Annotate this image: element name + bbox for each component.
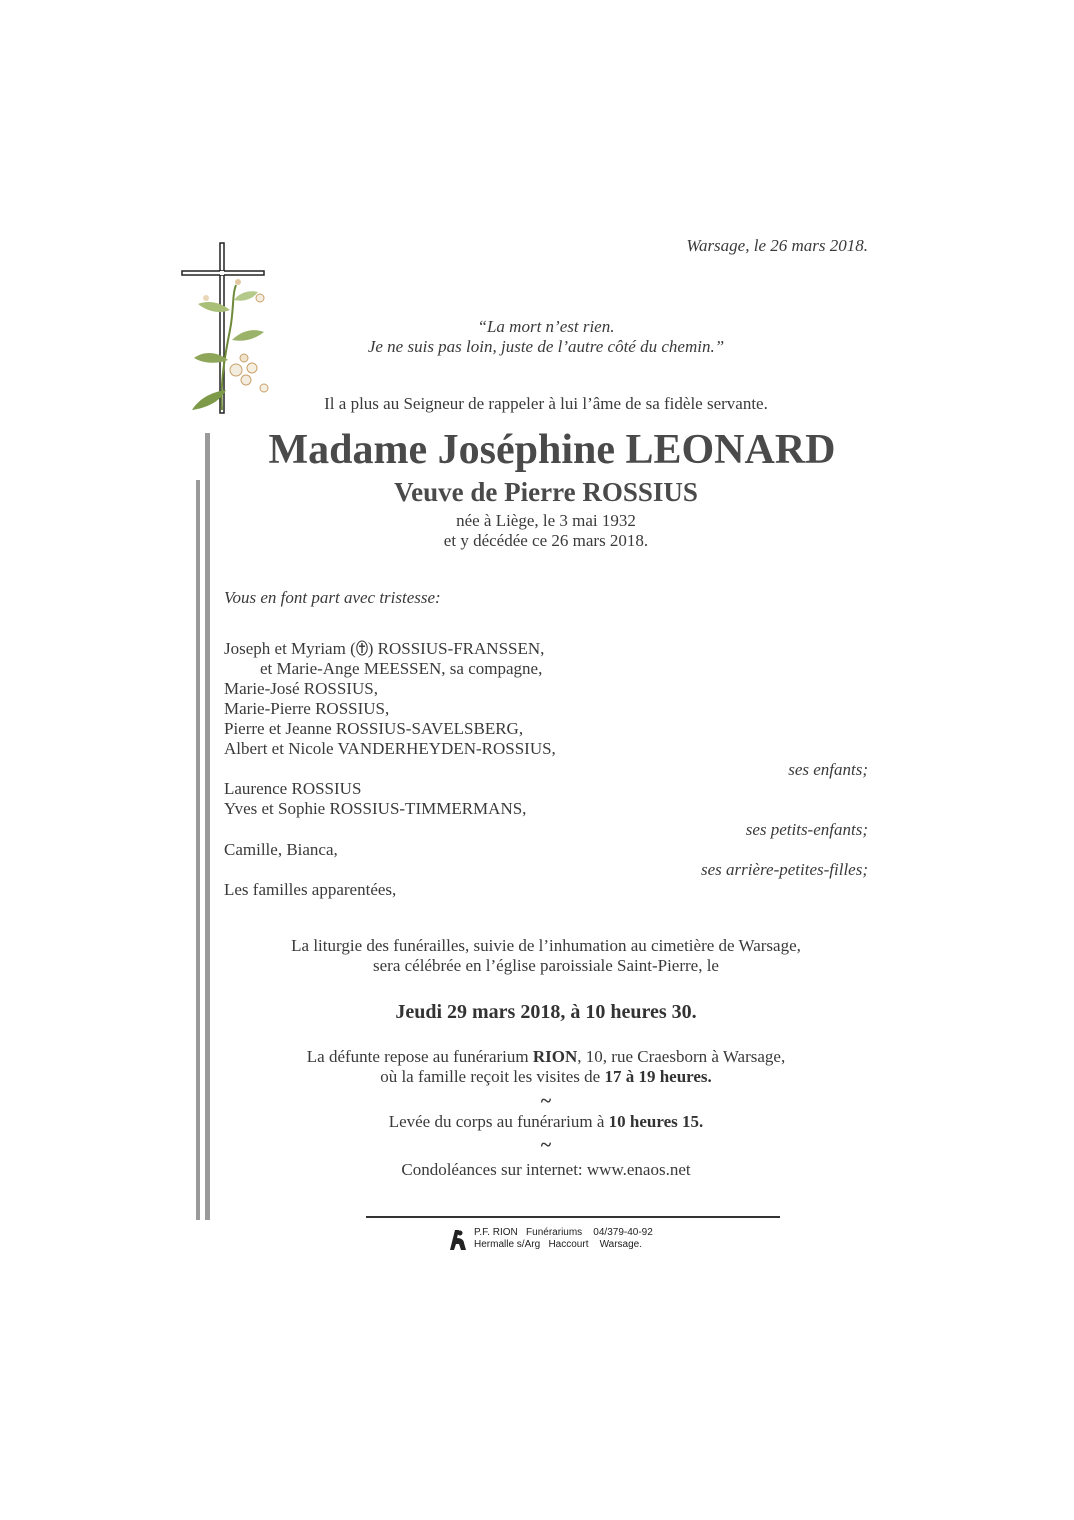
- cross-flower-icon: [180, 240, 290, 415]
- footer-rule: [366, 1216, 780, 1218]
- intro-text: Il a plus au Seigneur de rappeler à lui l’âme de sa fidèle servante.: [324, 394, 768, 413]
- children-line-3: Marie-José ROSSIUS,: [224, 679, 378, 698]
- deceased-name: Madame Joséphine LEONARD: [268, 427, 836, 473]
- family-intro: Vous en font part avec tristesse:: [224, 588, 441, 607]
- children-line-1-end: ) ROSSIUS-FRANSSEN,: [367, 639, 545, 658]
- visit-hours: 17 à 19 heures.: [604, 1067, 712, 1086]
- visits-line-2: [246, 1067, 846, 1087]
- visits-line-1-end: , 10, rue Craesborn à Warsage,: [577, 1047, 786, 1066]
- relatives-line: Les familles apparentées,: [224, 880, 397, 899]
- visits-line-1: [246, 1047, 846, 1067]
- footer-line-2: Hermalle s/Arg Haccourt Warsage.: [474, 1239, 643, 1250]
- decorative-bar: [205, 433, 210, 1220]
- visits-line-2-start: où la famille reçoit les visites de: [380, 1067, 605, 1086]
- deceased-spouse: Veuve de Pierre ROSSIUS: [394, 477, 698, 507]
- quote-line-1: “La mort n’est rien.: [477, 317, 615, 336]
- decorative-bar: [196, 480, 200, 1220]
- grandchildren-line-2: Yves et Sophie ROSSIUS-TIMMERMANS,: [224, 799, 527, 818]
- children-line-1-start: Joseph et Myriam (: [224, 639, 356, 658]
- ceremony-date: Jeudi 29 mars 2018, à 10 heures 30.: [395, 1001, 697, 1023]
- death-line: et y décédée ce 26 mars 2018.: [443, 531, 649, 550]
- children-line-6: Albert et Nicole VANDERHEYDEN-ROSSIUS,: [224, 739, 556, 758]
- levee-line: [246, 1112, 846, 1132]
- grandchildren-label: ses petits-enfants;: [745, 820, 868, 839]
- children-line-4: Marie-Pierre ROSSIUS,: [224, 699, 390, 718]
- children-line-2: et Marie-Ange MEESSEN, sa compagne,: [260, 659, 543, 678]
- small-cross-icon: [356, 640, 368, 661]
- date-line: Warsage, le 26 mars 2018.: [686, 236, 868, 255]
- condolences-line: Condoléances sur internet: www.enaos.net: [401, 1160, 691, 1179]
- great-grandchildren-line: Camille, Bianca,: [224, 840, 338, 859]
- birth-line: née à Liège, le 3 mai 1932: [456, 511, 636, 530]
- visits-line-1-start: La défunte repose au funérarium: [306, 1047, 533, 1066]
- children-label: ses enfants;: [788, 760, 868, 779]
- footer-line-1: P.F. RION Funérariums 04/379-40-92: [474, 1227, 653, 1238]
- levee-text: Levée du corps au funérarium à: [388, 1112, 609, 1131]
- funeral-home-logo-icon: [446, 1226, 468, 1252]
- ceremony-line-1: La liturgie des funérailles, suivie de l’inhumation au cimetière de Warsage,: [291, 936, 801, 955]
- grandchildren-line-1: Laurence ROSSIUS: [224, 779, 362, 798]
- great-grandchildren-label: ses arrière-petites-filles;: [701, 860, 868, 879]
- children-line-5: Pierre et Jeanne ROSSIUS-SAVELSBERG,: [224, 719, 524, 738]
- levee-time: 10 heures 15.: [608, 1112, 704, 1131]
- quote-line-2: Je ne suis pas loin, juste de l’autre côté du chemin.”: [367, 337, 725, 356]
- ceremony-line-2: sera célébrée en l’église paroissiale Saint-Pierre, le: [373, 956, 719, 975]
- children-line-1: [224, 639, 724, 661]
- separator-tilde: ~: [540, 1134, 552, 1156]
- funeral-home-name: RION: [532, 1047, 578, 1066]
- separator-tilde: ~: [540, 1090, 552, 1112]
